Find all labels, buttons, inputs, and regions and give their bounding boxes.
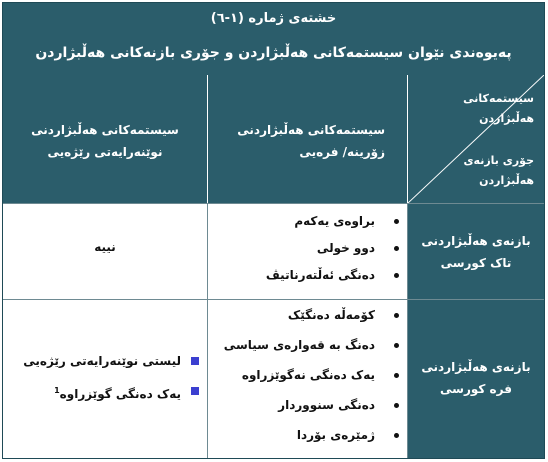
bullet-dot-icon: [394, 273, 399, 278]
row2-proportional-cell: [3, 299, 208, 458]
row1-majority-list: [208, 208, 407, 289]
row1-head-label: [408, 230, 544, 274]
square-bullet-icon: [191, 387, 199, 395]
header-proportional-line2: نوێنەرایەتی رێژەیی: [47, 145, 163, 159]
corner-systems-line1: سیستمەکانی: [463, 92, 534, 105]
list-item: دەنگی سنووردار: [208, 390, 407, 420]
list-item: ژمێرەی بۆردا: [208, 420, 407, 450]
header-proportional-label: [3, 119, 207, 163]
row2-majority-cell: [208, 299, 408, 458]
bullet-dot-icon: [394, 313, 399, 318]
header-majority: [208, 75, 408, 203]
header-majority-line1: سیستمەکانی هەڵبژاردنی: [237, 123, 385, 137]
header-majority-line2: زۆرینە/ فرەیی: [299, 145, 385, 159]
row1-head-line2: تاک کورسی: [440, 256, 512, 270]
list-item: دەنگی ئەڵتەرناتیڤ: [208, 262, 407, 289]
list-item: یەک دەنگی نەگوێزراوە: [208, 360, 407, 390]
corner-district-line1: جۆری بازنەی: [463, 154, 534, 167]
row2-head-line2: فرە کورسی: [440, 382, 512, 396]
bullet-dot-icon: [394, 219, 399, 224]
footnote-mark[interactable]: 1: [54, 386, 60, 395]
bullet-dot-icon: [394, 343, 399, 348]
row2-majority-list: [208, 300, 407, 450]
bullet-dot-icon: [394, 433, 399, 438]
list-item: دەنگ بە قەوارەی سیاسی: [208, 330, 407, 360]
bullet-dot-icon: [394, 373, 399, 378]
row1-head-line1: بازنەی هەڵبژاردنی: [421, 234, 531, 248]
list-item: لیستی نوێنەرایەتی رێژەیی: [3, 346, 207, 376]
square-bullet-icon: [191, 357, 199, 365]
header-proportional: [3, 75, 208, 203]
table-title-block: [3, 3, 544, 76]
row2-head-line1: بازنەی هەڵبژاردنی: [421, 360, 531, 374]
list-item: براوەی یەکەم: [208, 208, 407, 235]
row2-proportional-list: [3, 346, 207, 406]
bullet-dot-icon: [394, 246, 399, 251]
bullet-dot-icon: [394, 403, 399, 408]
list-item: دوو خولی: [208, 235, 407, 262]
table-number: خشتەی ژمارە (١-٦): [210, 11, 337, 26]
header-proportional-line1: سیستمەکانی هەڵبژاردنی: [31, 123, 179, 137]
row2-head-cell: [408, 299, 544, 458]
header-majority-label: [208, 119, 407, 163]
header-corner: [408, 75, 544, 203]
comparison-table: [2, 2, 545, 459]
row1-majority-cell: [208, 203, 408, 299]
corner-systems-label: [463, 89, 534, 129]
list-item: یەک دەنگی گوێزراوە$^1$: [3, 376, 207, 406]
corner-district-label: [463, 151, 534, 191]
list-item: کۆمەڵە دەنگێک: [208, 300, 407, 330]
table-title: پەیوەندی نێوان سیستمەکانی هەڵبژاردن و جۆری بازنەکانی هەڵبژاردن: [35, 45, 512, 61]
corner-district-line2: هەڵبژاردن: [479, 174, 534, 187]
row1-proportional-cell: [3, 203, 208, 299]
row1-proportional-none: نییە: [94, 240, 116, 254]
row1-head-cell: [408, 203, 544, 299]
corner-systems-line2: هەڵبژاردن: [479, 112, 534, 125]
row2-head-label: [408, 356, 544, 400]
